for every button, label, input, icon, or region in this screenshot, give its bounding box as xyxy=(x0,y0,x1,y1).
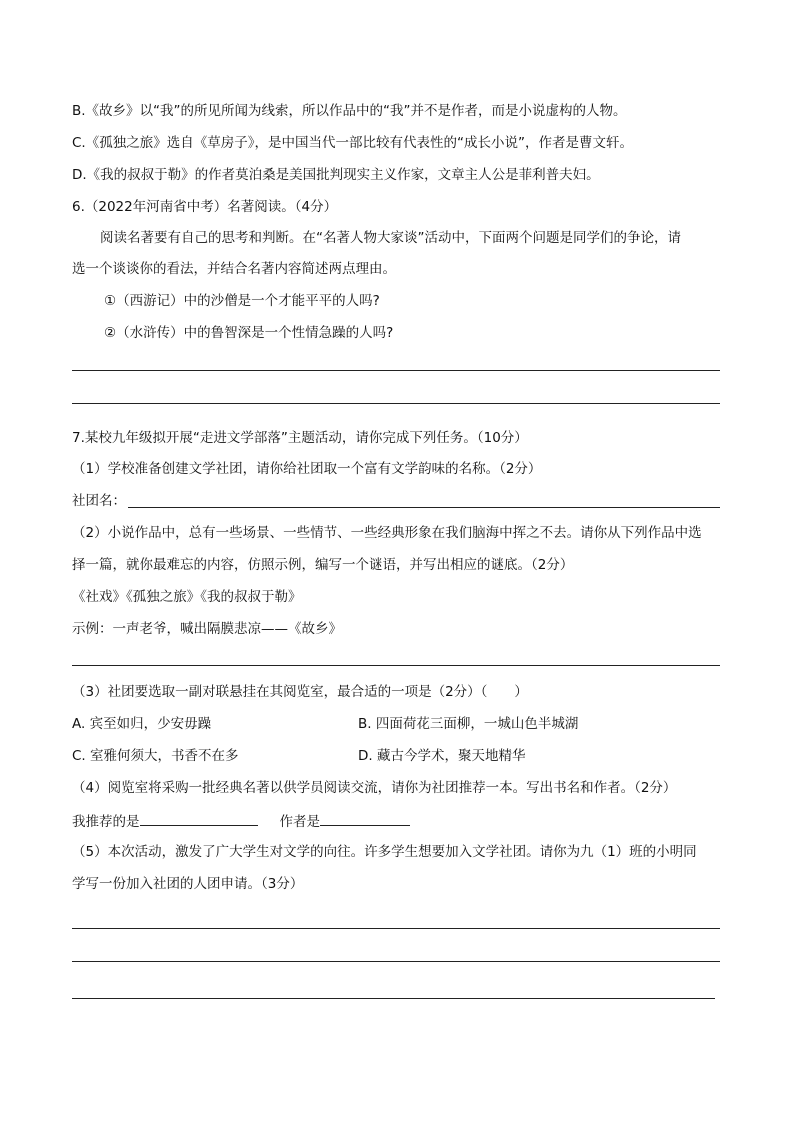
q5-option-d: D.《我的叔叔于勒》的作者莫泊桑是美国批判现实主义作家，文章主人公是菲利普夫妇。 xyxy=(72,167,600,183)
q7-sub2-line-1: （2）小说作品中，总有一些场景、一些情节、一些经典形象在我们脑海中挥之不去。请你从下列作品中选 xyxy=(72,525,702,541)
q6-answer-line-2[interactable] xyxy=(72,403,720,404)
q7-club-label: 社团名： xyxy=(72,493,126,509)
q5-option-b: B.《故乡》以“我”的所见所闻为线索，所以作品中的“我”并不是作者，而是小说虚构的人物。 xyxy=(72,103,627,119)
q7-works-list: 《社戏》《孤独之旅》《我的叔叔于勒》 xyxy=(72,589,302,605)
q5-option-c: C.《孤独之旅》选自《草房子》，是中国当代一部比较有代表性的“成长小说”，作者是曹文轩。 xyxy=(72,135,633,151)
q7-sub2-line-2: 择一篇，就你最难忘的内容，仿照示例，编写一个谜语，并写出相应的谜底。（2分） xyxy=(72,557,574,573)
q6-item-2: ②（水浒传）中的鲁智深是一个性情急躁的人吗? xyxy=(104,325,394,341)
q7-option-c: C. 室雅何须大，书香不在多 xyxy=(72,748,239,764)
application-answer-line-1[interactable] xyxy=(72,928,720,929)
q7-sub5-line-1: （5）本次活动，激发了广大学生对文学的向往。许多学生想要加入文学社团。请你为九（1）班的小明同 xyxy=(72,844,697,860)
q7-example: 示例：一声老爷，喊出隔膜悲凉——《故乡》 xyxy=(72,621,342,637)
q7-recommend-row xyxy=(72,810,410,832)
q7-option-a: A. 宾至如归，少安毋躁 xyxy=(72,716,212,732)
q6-answer-line-1[interactable] xyxy=(72,370,720,371)
q7-sub4: （4）阅览室将采购一批经典名著以供学员阅读交流，请你为社团推荐一本。写出书名和作者。（2分） xyxy=(72,780,677,796)
application-answer-line-2[interactable] xyxy=(72,961,720,962)
application-answer-line-3[interactable] xyxy=(72,998,715,999)
riddle-answer-line[interactable] xyxy=(72,665,720,666)
q6-item-1: ①（西游记）中的沙僧是一个才能平平的人吗? xyxy=(104,293,380,309)
author-name-blank[interactable] xyxy=(320,810,410,826)
author-label: 作者是 xyxy=(279,814,320,830)
q7-sub3: （3）社团要选取一副对联悬挂在其阅览室，最合适的一项是（2分）（ ） xyxy=(72,684,528,700)
q7-sub5-line-2: 学写一份加入社团的人团申请。（3分） xyxy=(72,876,304,892)
q6-title: 6.（2022年河南省中考）名著阅读。（4分） xyxy=(72,199,338,215)
q7-option-d: D. 藏古今学术，聚天地精华 xyxy=(358,748,526,764)
club-name-blank[interactable] xyxy=(128,507,720,508)
q6-intro-line-1: 阅读名著要有自己的思考和判断。在“名著人物大家谈”活动中，下面两个问题是同学们的争论，请 xyxy=(100,230,681,246)
recommend-label: 我推荐的是 xyxy=(72,814,140,830)
q6-intro-line-2: 选一个谈谈你的看法，并结合名著内容简述两点理由。 xyxy=(72,261,396,277)
q7-sub1: （1）学校准备创建文学社团，请你给社团取一个富有文学韵味的名称。（2分） xyxy=(72,461,542,477)
book-name-blank[interactable] xyxy=(140,810,258,826)
q7-option-b: B. 四面荷花三面柳，一城山色半城湖 xyxy=(358,716,579,732)
q7-title: 7.某校九年级拟开展“走进文学部落”主题活动，请你完成下列任务。（10分） xyxy=(72,430,528,446)
